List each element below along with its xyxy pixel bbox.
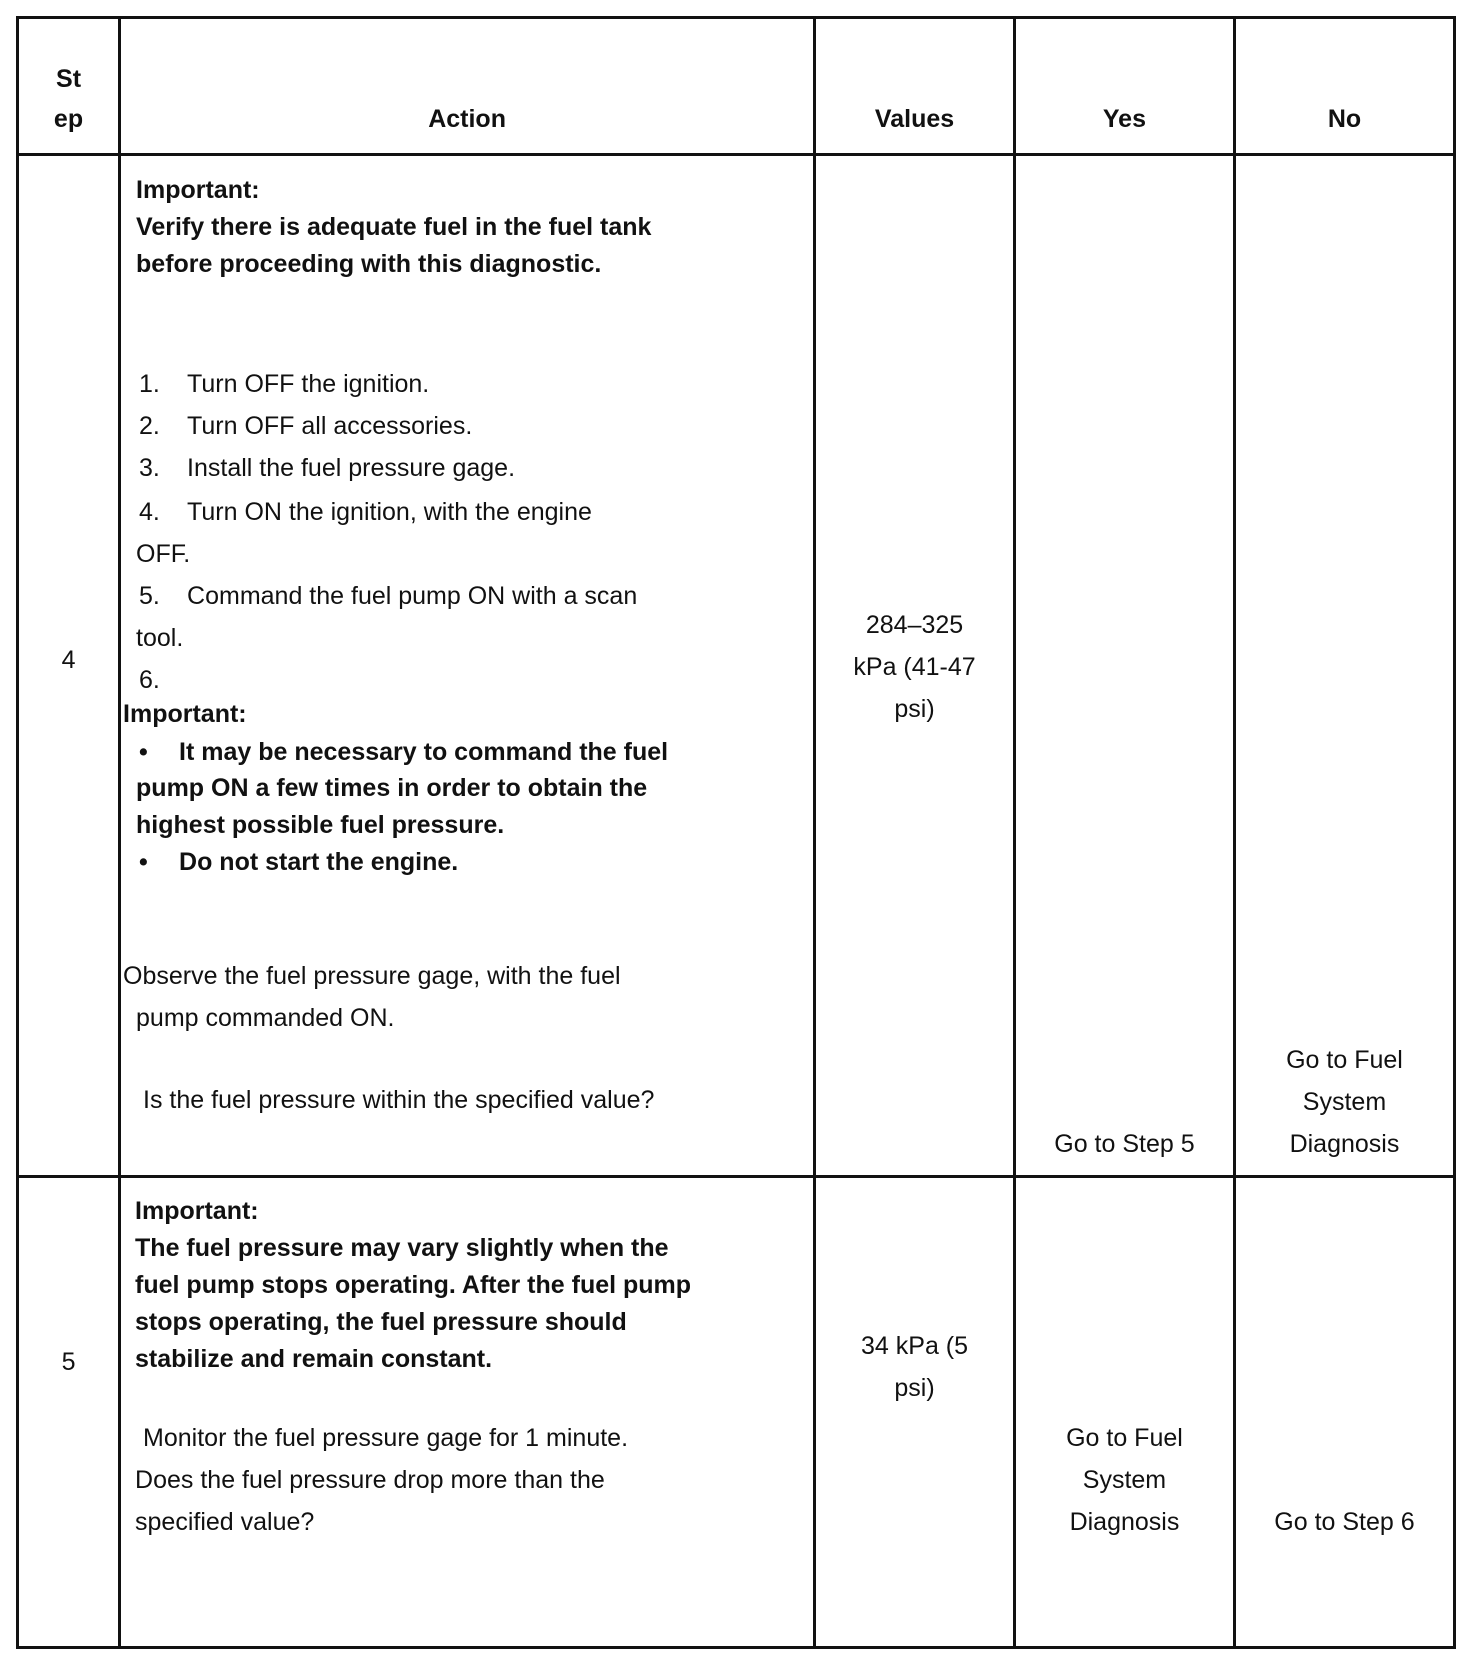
monitor-text: Monitor the fuel pressure gage for 1 minute. bbox=[143, 1424, 629, 1452]
question-text: Does the fuel pressure drop more than the bbox=[135, 1466, 605, 1494]
bullet-text-line: highest possible fuel pressure. bbox=[136, 811, 505, 839]
bullet-text: Do not start the engine. bbox=[179, 848, 459, 876]
numbered-step bbox=[139, 365, 429, 403]
important-text-line: fuel pump stops operating. After the fuel pump bbox=[135, 1271, 692, 1299]
header-no-label: No bbox=[1327, 105, 1362, 133]
header-values bbox=[815, 18, 1015, 155]
step-text: Command the fuel pump ON with a scan bbox=[187, 582, 638, 610]
important-label: Important: bbox=[136, 176, 260, 204]
important-text-line: before proceeding with this diagnostic. bbox=[136, 250, 602, 278]
table-row-step-4 bbox=[18, 155, 1455, 1177]
step-continuation: OFF. bbox=[136, 540, 191, 568]
numbered-step bbox=[139, 449, 515, 487]
value-line: psi) bbox=[894, 1374, 935, 1402]
question-text: specified value? bbox=[135, 1508, 315, 1536]
header-values-label: Values bbox=[874, 105, 955, 133]
step-index: 5. bbox=[139, 582, 160, 610]
values-cell bbox=[815, 155, 1015, 1177]
yes-cell bbox=[1014, 1177, 1234, 1648]
step-index: 1. bbox=[139, 370, 160, 398]
bullet-text-line: pump ON a few times in order to obtain the bbox=[136, 774, 648, 802]
numbered-step bbox=[139, 407, 472, 445]
step-text: Install the fuel pressure gage. bbox=[187, 454, 516, 482]
bullet-item bbox=[139, 843, 458, 881]
bullet-icon: • bbox=[139, 738, 148, 766]
step-index: 2. bbox=[139, 412, 160, 440]
value-line: psi) bbox=[894, 695, 935, 723]
header-yes bbox=[1014, 18, 1234, 155]
header-step bbox=[18, 18, 120, 155]
diagnostic-table bbox=[16, 16, 1456, 1649]
important-text-line: stabilize and remain constant. bbox=[135, 1345, 493, 1373]
value-line: 284–325 bbox=[865, 611, 964, 639]
step-index: 4. bbox=[139, 498, 160, 526]
yes-link-line: Diagnosis bbox=[1069, 1508, 1180, 1536]
header-yes-label: Yes bbox=[1102, 105, 1146, 133]
step-index: 3. bbox=[139, 454, 160, 482]
header-step-line1: St bbox=[56, 65, 82, 93]
step-cell bbox=[18, 1177, 120, 1648]
no-cell bbox=[1234, 155, 1454, 1177]
important-text-line: stops operating, the fuel pressure should bbox=[135, 1308, 627, 1336]
numbered-step bbox=[139, 577, 637, 615]
value-line: 34 kPa (5 bbox=[861, 1332, 969, 1360]
step-cell bbox=[18, 155, 120, 1177]
yes-link[interactable] bbox=[1016, 1178, 1233, 1646]
step-text: Turn ON the ignition, with the engine bbox=[187, 498, 592, 526]
values-cell bbox=[815, 1177, 1015, 1648]
header-step-line2: ep bbox=[53, 105, 84, 133]
question-text: Is the fuel pressure within the specified value? bbox=[143, 1086, 655, 1114]
header-action bbox=[120, 18, 815, 155]
action-cell bbox=[120, 155, 815, 1177]
numbered-step bbox=[139, 493, 592, 531]
numbered-step bbox=[139, 661, 187, 699]
value-line: kPa (41-47 bbox=[853, 653, 976, 681]
no-link[interactable]: Go to Step 6 bbox=[1274, 1508, 1415, 1536]
bullet-icon: • bbox=[139, 848, 148, 876]
yes-link[interactable]: Go to Step 5 bbox=[1054, 1130, 1195, 1158]
important-text-line: Verify there is adequate fuel in the fuel tank bbox=[136, 213, 652, 241]
step-number: 4 bbox=[61, 646, 76, 674]
no-link-line: System bbox=[1302, 1088, 1387, 1116]
yes-link-line: Go to Fuel bbox=[1066, 1424, 1183, 1452]
header-no bbox=[1234, 18, 1454, 155]
bullet-text: It may be necessary to command the fuel bbox=[179, 738, 669, 766]
important-label: Important: bbox=[123, 700, 247, 728]
step-text: Turn OFF the ignition. bbox=[187, 370, 430, 398]
observe-text: pump commanded ON. bbox=[136, 1004, 395, 1032]
header-row bbox=[18, 18, 1455, 155]
important-text-line: The fuel pressure may vary slightly when the bbox=[135, 1234, 669, 1262]
step-text: Turn OFF all accessories. bbox=[187, 412, 473, 440]
no-cell bbox=[1234, 1177, 1454, 1648]
no-link-line: Diagnosis bbox=[1289, 1130, 1400, 1158]
no-link-line: Go to Fuel bbox=[1286, 1046, 1403, 1074]
table-row-step-5 bbox=[18, 1177, 1455, 1648]
yes-cell bbox=[1014, 155, 1234, 1177]
important-label: Important: bbox=[135, 1197, 259, 1225]
yes-link-line: System bbox=[1082, 1466, 1167, 1494]
action-cell bbox=[120, 1177, 815, 1648]
step-number: 5 bbox=[61, 1348, 76, 1376]
step-continuation: tool. bbox=[136, 624, 184, 652]
no-link[interactable] bbox=[1236, 156, 1453, 1175]
step-index: 6. bbox=[139, 666, 160, 694]
header-action-label: Action bbox=[428, 105, 506, 133]
bullet-item bbox=[139, 733, 668, 771]
observe-text: Observe the fuel pressure gage, with the fuel bbox=[123, 962, 621, 990]
